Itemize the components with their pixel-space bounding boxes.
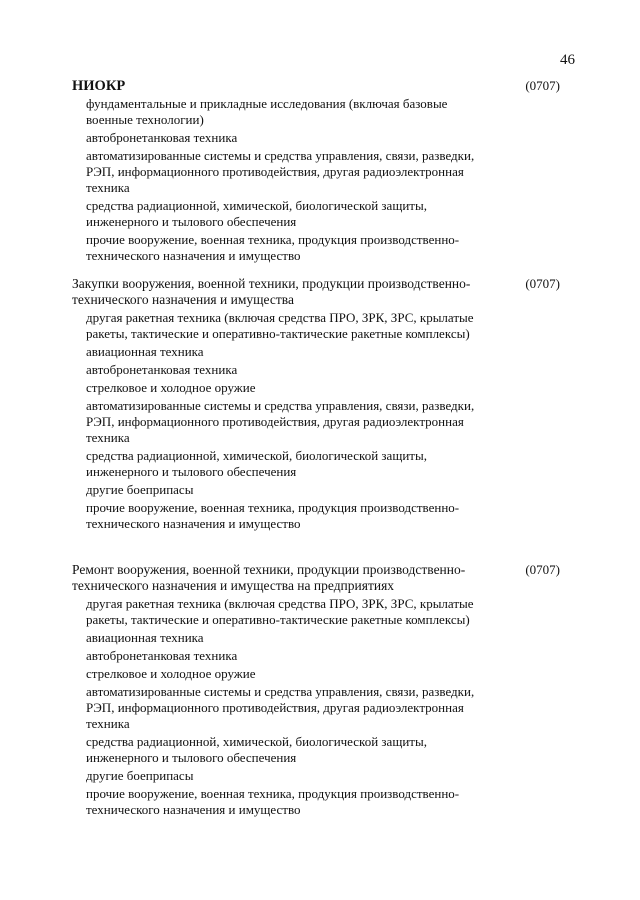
list-item: авиационная техника [86,344,204,359]
list-item: автоматизированные системы и средства управления, связи, разведки, РЭП, информационного противодействия, другая радиоэлектронная техника [86,398,475,445]
list-item: средства радиационной, химической, биологической защиты, инженерного и тылового обеспечения [86,734,427,765]
list-item: стрелковое и холодное оружие [86,380,256,395]
list-item: автобронетанковая техника [86,648,238,663]
list-item: прочие вооружение, военная техника, продукция производственно-технического назначения и имущество [86,232,460,263]
section-procurement [72,276,560,532]
list-item: прочие вооружение, военная техника, продукция производственно-технического назначения и имущество [86,500,460,531]
section-niokr [72,78,560,264]
section-code: (0707) [525,562,560,577]
list-item: средства радиационной, химической, биологической защиты, инженерного и тылового обеспечения [86,448,427,479]
list-item: другая ракетная техника (включая средства ПРО, ЗРК, ЗРС, крылатые ракеты, тактические и оперативно-тактические ракетные комплексы) [86,596,474,627]
page-number: 46 [560,52,575,68]
section-header [72,78,560,94]
section-title: Закупки вооружения, военной техники, продукции производственно-технического назначения и имущества [72,276,471,307]
list-item: фундаментальные и прикладные исследования (включая базовые военные технологии) [86,96,448,127]
section-repair [72,562,560,818]
section-code: (0707) [525,78,560,93]
list-item: автоматизированные системы и средства управления, связи, разведки, РЭП, информационного противодействия, другая радиоэлектронная техника [86,684,475,731]
list-item: средства радиационной, химической, биологической защиты, инженерного и тылового обеспечения [86,198,427,229]
list-item: стрелковое и холодное оружие [86,666,256,681]
section-code: (0707) [525,276,560,291]
list-item: автоматизированные системы и средства управления, связи, разведки, РЭП, информационного противодействия, другая радиоэлектронная техника [86,148,475,195]
list-item: другая ракетная техника (включая средства ПРО, ЗРК, ЗРС, крылатые ракеты, тактические и оперативно-тактические ракетные комплексы) [86,310,474,341]
section-header [72,562,560,594]
list-item: прочие вооружение, военная техника, продукция производственно-технического назначения и имущество [86,786,460,817]
section-header [72,276,560,308]
list-item: авиационная техника [86,630,204,645]
list-item: автобронетанковая техника [86,130,238,145]
list-item: автобронетанковая техника [86,362,238,377]
section-title: НИОКР [72,78,126,94]
list-item: другие боеприпасы [86,482,194,497]
list-item: другие боеприпасы [86,768,194,783]
section-title: Ремонт вооружения, военной техники, продукции производственно-технического назначения и имущества на предприятиях [72,562,466,593]
